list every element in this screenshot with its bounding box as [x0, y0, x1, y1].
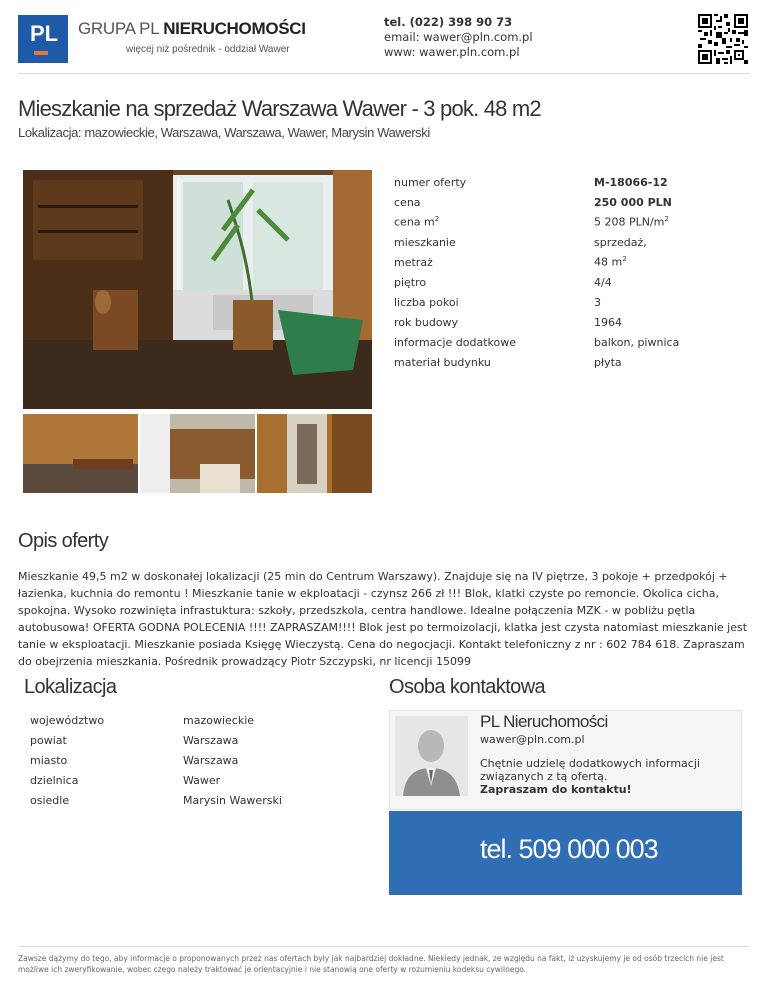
detail-value: 3 [594, 295, 601, 309]
location-value: Wawer [183, 773, 221, 787]
detail-row [366, 172, 748, 192]
location-label: osiedle [30, 793, 70, 807]
detail-value: M-18066-12 [594, 175, 668, 189]
detail-label: materiał budynku [394, 355, 491, 369]
footer-disclaimer: Zawsze dążymy do tego, aby informacje o proponowanych przez nas ofertach były jak najbardziej dokładne. Niekiedy jednak, ze względu na fakt, iż uzyskujemy je od osób trzecich nie jest możliwe ich zweryfikowanie, wobec czego należy traktować je orientacyjnie i nie stanowią one oferty w rozumieniu kodeksu cywilnego. [18, 954, 724, 974]
detail-row [366, 192, 748, 212]
detail-label: metraż [394, 255, 433, 269]
thumbnail-3[interactable] [257, 414, 372, 493]
detail-label: informacje dodatkowe [394, 335, 517, 349]
agent-message-text: Chętnie udzielę dodatkowych informacji związanych z tą ofertą. [480, 757, 700, 783]
header-contact [384, 15, 533, 60]
description-heading: Opis oferty [18, 530, 109, 552]
location-label: powiat [30, 733, 67, 747]
detail-label: piętro [394, 275, 427, 289]
header-website[interactable]: www: wawer.pln.com.pl [384, 45, 520, 59]
detail-label: liczba pokoi [394, 295, 459, 309]
location-value: Marysin Wawerski [183, 793, 282, 807]
detail-value-text: 5 208 PLN/m [594, 215, 665, 229]
brand-tagline: więcej niż pośrednik - oddział Wawer [126, 44, 290, 55]
contact-cta: Zapraszam do kontaktu! [480, 783, 632, 796]
location-heading: Lokalizacja [24, 676, 117, 698]
brand-name [78, 19, 306, 39]
detail-value: sprzedaż, [594, 235, 647, 249]
detail-label [366, 215, 594, 229]
superscript: 2 [434, 215, 440, 224]
company-logo[interactable] [18, 15, 68, 63]
detail-value: balkon, piwnica [594, 335, 680, 349]
superscript: 2 [664, 215, 669, 224]
superscript: 2 [622, 255, 627, 264]
detail-label: mieszkanie [394, 235, 456, 249]
apartment-photo-image [23, 170, 372, 409]
thumbnail-1[interactable] [23, 414, 138, 493]
location-row [30, 710, 360, 730]
detail-value: 4/4 [594, 275, 612, 289]
location-label: miasto [30, 753, 68, 767]
logo-accent [34, 51, 48, 55]
detail-label: numer oferty [394, 175, 467, 189]
detail-label: cena [394, 195, 421, 209]
detail-row [366, 232, 748, 252]
page-title: Mieszkanie na sprzedaż Warszawa Wawer - 3 pok. 48 m2 [18, 96, 541, 121]
location-row [30, 730, 360, 750]
detail-row [366, 352, 748, 372]
location-row [30, 790, 360, 810]
detail-value [594, 215, 669, 229]
main-photo[interactable] [23, 170, 372, 409]
contact-heading: Osoba kontaktowa [389, 676, 546, 698]
agent-message [480, 757, 730, 796]
location-table [30, 710, 360, 810]
detail-value: 250 000 PLN [594, 195, 672, 209]
qr-code-icon [698, 14, 748, 64]
footer-divider [18, 946, 750, 947]
description-text: Mieszkanie 49,5 m2 w doskonałej lokalizacji (25 min do Centrum Warszawy). Znajduje się na IV piętrze, 3 pokoje + przedpokój + łazienka, kuchnia do remontu ! Mieszkanie tanie w ekploatacji - czynsz 266 zł !!! Blok, klatki czyste po remoncie. Okolica cicha, spokojna. Wysoko rozwinięta infrastuktura: szkoły, przedszkola, centra handlowe. Idealne połączenia MZK - w pobliżu pętla autobusowa! OFERTA GODNA POLECENIA !!!! ZAPRASZAM!!!! Blok jest po termoizolacji, klatka jest czysta natomiast mieszkanie jest tanie w eksploatacji. Mieszkanie posiada Księgę Wieczystą. Cena do negocjacji. Kontakt telefoniczny z nr : 602 784 618. Zapraszam do obejrzenia mieszkania. Pośrednik prowadzący Piotr Szczypski, nr licencji 15099 [18, 570, 748, 668]
phone-box[interactable] [389, 811, 742, 895]
detail-label-text: cena m [394, 215, 435, 229]
detail-row [366, 212, 748, 232]
brand-bold: NIERUCHOMOŚCI [163, 19, 306, 38]
agent-phone[interactable]: tel. 509 000 003 [480, 834, 658, 864]
location-value: mazowieckie [183, 713, 255, 727]
thumbnail-image [257, 414, 372, 493]
location-label: województwo [30, 713, 105, 727]
location-value: Warszawa [183, 753, 239, 767]
thumbnail-image [23, 414, 138, 493]
contact-card [389, 710, 742, 810]
detail-value [594, 255, 627, 269]
detail-value-text: 48 m [594, 255, 623, 269]
detail-value: płyta [594, 355, 622, 369]
agent-name: PL Nieruchomości [480, 712, 608, 731]
header-phone[interactable]: tel. (022) 398 90 73 [384, 15, 513, 29]
details-table [366, 172, 748, 372]
logo-text: PL [30, 21, 59, 46]
location-label: dzielnica [30, 773, 79, 787]
detail-row [366, 292, 748, 312]
detail-row [366, 312, 748, 332]
detail-label: rok budowy [394, 315, 459, 329]
detail-value: 1964 [594, 315, 622, 329]
location-value: Warszawa [183, 733, 239, 747]
location-row [30, 770, 360, 790]
location-row [30, 750, 360, 770]
brand-light: GRUPA PL [78, 19, 159, 38]
header-divider [18, 73, 750, 74]
detail-row [366, 252, 748, 272]
avatar [395, 716, 468, 796]
thumbnail-2[interactable] [140, 414, 255, 493]
detail-row [366, 332, 748, 352]
detail-row [366, 272, 748, 292]
header-email[interactable]: email: wawer@pln.com.pl [384, 30, 533, 44]
agent-email[interactable]: wawer@pln.com.pl [480, 733, 585, 746]
location-line: Lokalizacja: mazowieckie, Warszawa, Warszawa, Wawer, Marysin Wawerski [18, 125, 430, 140]
thumbnail-image [140, 414, 255, 493]
